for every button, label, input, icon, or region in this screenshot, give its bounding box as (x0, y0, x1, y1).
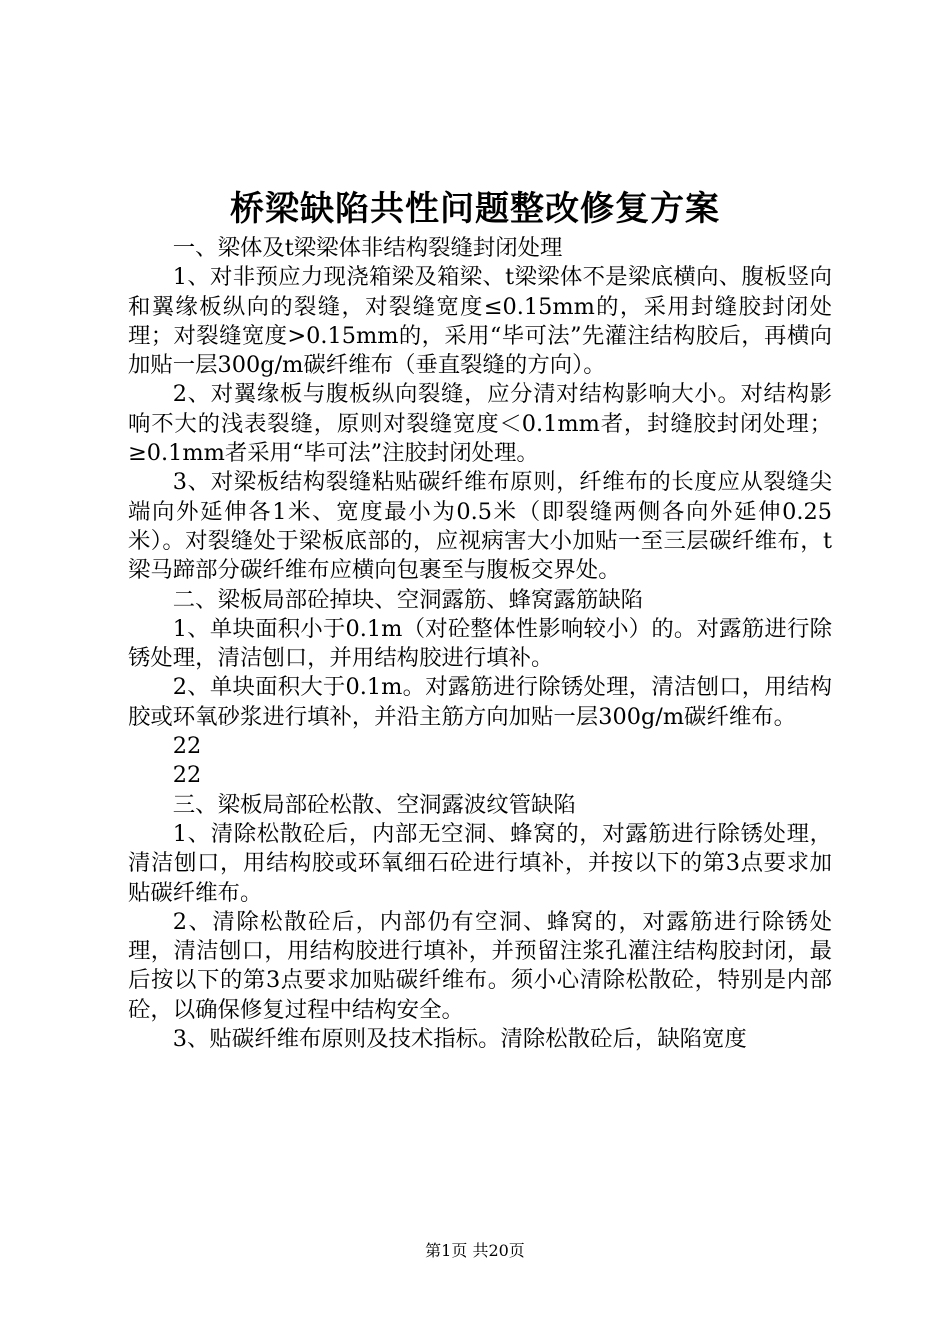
paragraph: 22 (172, 733, 202, 760)
paragraph: 2、单块面积大于0.1m。对露筋进行除锈处理，清洁刨口，用结构胶或环氧砂浆进行填补，并沿主筋方向加贴一层300g/m碳纤维布。 (128, 674, 832, 730)
section-heading-2: 二、梁板局部砼掉块、空洞露筋、蜂窝露筋缺陷 (172, 586, 643, 613)
document-title: 桥梁缺陷共性问题整改修复方案 (230, 189, 720, 229)
paragraph: 2、对翼缘板与腹板纵向裂缝，应分清对结构影响大小。对结构影响不大的浅表裂缝，原则对裂缝宽度＜0.1mm者，封缝胶封闭处理；≥0.1mm者采用“毕可法”注胶封闭处理。 (128, 381, 832, 467)
paragraph: 1、单块面积小于0.1m（对砼整体性影响较小）的。对露筋进行除锈处理，清洁刨口，并用结构胶进行填补。 (128, 615, 832, 672)
paragraph: 1、对非预应力现浇箱梁及箱梁、t梁梁体不是梁底横向、腹板竖向和翼缘板纵向的裂缝，对裂缝宽度≤0.15mm的，采用封缝胶封闭处理；对裂缝宽度>0.15mm的，采用“毕可法”先灌注结构胶后，再横向加贴一层300g/m碳纤维布（垂直裂缝的方向）。 (128, 264, 832, 379)
paragraph: 22 (172, 762, 202, 789)
document-body (128, 234, 832, 1054)
paragraph: 3、贴碳纤维布原则及技术指标。清除松散砼后，缺陷宽度 (172, 1026, 747, 1053)
section-heading-1: 一、梁体及t梁梁体非结构裂缝封闭处理 (172, 235, 563, 261)
paragraph: 2、清除松散砼后，内部仍有空洞、蜂窝的，对露筋进行除锈处理，清洁刨口，用结构胶进行填补，并预留注浆孔灌注结构胶封闭，最后按以下的第3点要求加贴碳纤维布。须小心清除松散砼，特别是内部砼，以确保修复过程中结构安全。 (128, 908, 832, 1023)
section-heading-3: 三、梁板局部砼松散、空洞露波纹管缺陷 (172, 791, 576, 818)
paragraph: 3、对梁板结构裂缝粘贴碳纤维布原则，纤维布的长度应从裂缝尖端向外延伸各1米、宽度最小为0.5米（即裂缝两侧各向外延伸0.25米）。对裂缝处于梁板底部的，应视病害大小加贴一至三层碳纤维布，t梁马蹄部分碳纤维布应横向包裹至与腹板交界处。 (128, 469, 832, 584)
paragraph: 1、清除松散砼后，内部无空洞、蜂窝的，对露筋进行除锈处理，清洁刨口，用结构胶或环氧细石砼进行填补，并按以下的第3点要求加贴碳纤维布。 (128, 820, 832, 906)
page-footer: 第1页 共20页 (425, 1241, 525, 1260)
